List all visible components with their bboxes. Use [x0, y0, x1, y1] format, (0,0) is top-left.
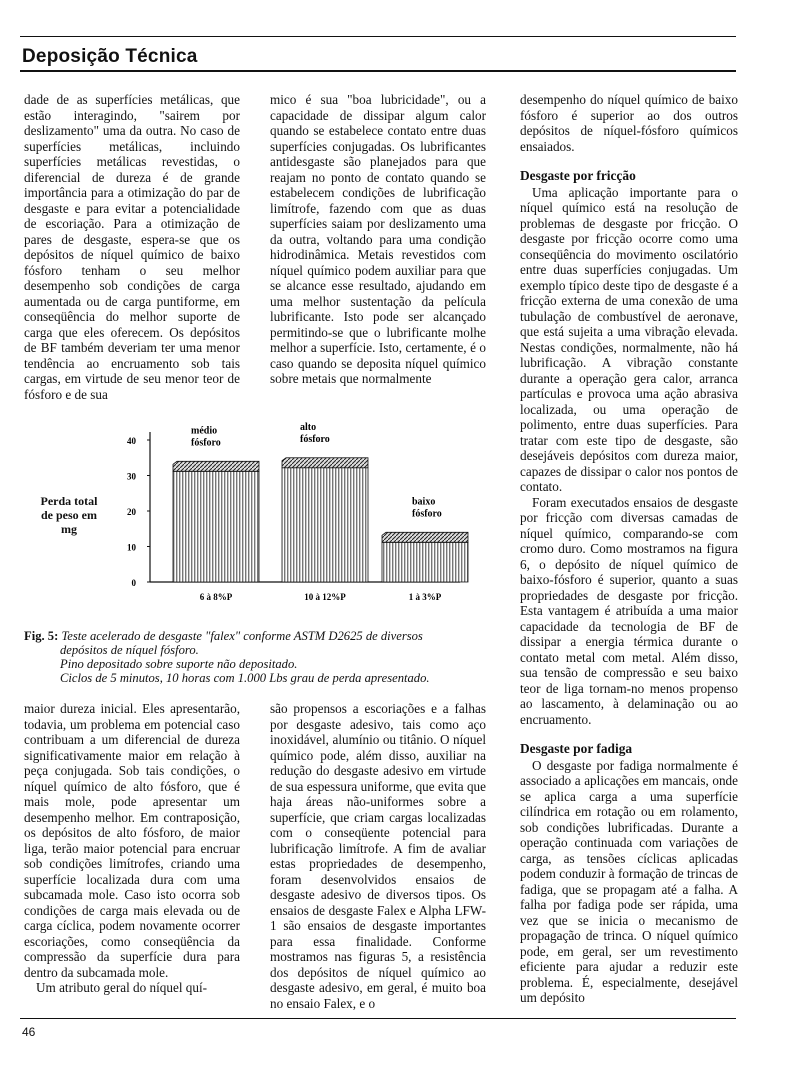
y-tick-label: 30 — [127, 471, 136, 482]
paragraph: são propensos a escoriações e a falhas por desgaste adesivo, tais como aço inoxidável, alumínio ou titânio. O níquel químico pode, além disso, auxiliar na redução do desgaste adesivo em virtude de sua espessura uniforme, que evita que haja áreas não-uniformes sobre a superfície, que criam cargas localizadas com o conseqüente potencial para lubrificação limítrofe. A fim de avaliar estas propriedades de desempenho, foram desenvolvidos ensaios de desgaste adesivo de diversos tipos. Os ensaios de desgaste Falex e Alpha LFW-1 são ensaios de desgaste importantes para essa finalidade. Conforme mostramos nas figuras 5, a resistência dos depósitos de níquel químico ao desgaste adesivo, em geral, é muito boa no ensaio Falex, e o — [270, 701, 486, 1011]
subheading: Desgaste por fadiga — [520, 741, 633, 756]
paragraph: Foram executados ensaios de desgaste por fricção com diversas camadas de níquel químico, comparando-se com cromo duro. Como mostramos na figura 6, o depósito de níquel químico de baixo-fósforo é superior, quanto a suas propriedades de desgaste por fricção. Esta vantagem é atribuída a uma maior capacidade da tecnologia de BF de dissipar a energia térmica durante o contato metal com metal. Além disso, sua tensão de compressão e seu baixo teor de liga tornam-no menos propenso ao lascamento, à delaminação ou ao encruamento. — [520, 494, 738, 727]
column-3 — [520, 92, 738, 1006]
caption-line: Teste acelerado de desgaste "falex" conforme ASTM D2625 de diversos — [61, 629, 423, 643]
top-rule — [20, 36, 736, 37]
column-2-bottom — [270, 701, 486, 1011]
section-title: Deposição Técnica — [22, 46, 198, 67]
y-tick-label: 20 — [127, 507, 136, 517]
x-tick-label: 10 à 12%P — [304, 592, 346, 602]
caption-line: depósitos de níquel fósforo. — [60, 643, 199, 657]
paragraph: Um atributo geral do níquel quí- — [36, 980, 208, 995]
paragraph: maior dureza inicial. Eles apresentarão, todavia, um problema em potencial caso contribuam a um diferencial de dureza significativamente maior em relação à peça conjugada. Sob tais condições, o níquel químico de alto fósforo, que é mais mole, pode apresentar um desempenho melhor. Em contraposição, os depósitos de alto fósforo, de maior liga, terão maior potencial para encruar sob condições limítrofes, criando uma superfície localizada dura com uma subcamada mole. Caso isto ocorra sob condições de carga mais elevada ou de carga cíclica, podem novamente ocorrer escoriações, como conseqüência da compressão da superfície dura para dentro da subcamada mole. — [24, 701, 240, 980]
y-tick-label: 10 — [127, 542, 136, 553]
bar-cap — [382, 532, 468, 542]
column-1-bottom — [24, 701, 240, 996]
page-number: 46 — [22, 1025, 36, 1039]
bar-cap — [282, 458, 368, 468]
paragraph: O desgaste por fadiga normalmente é associado a aplicações em mancais, onde se aplica carga a uma superfície cilíndrica em rotação ou em rolamento, sob condições lubrificadas. Durante a operação continuada com variações de carga, as tensões cíclicas aplicadas podem conduzir à formação de trincas de fadiga, que se propagam até a falha. A falha por fadiga pode ser rápida, uma vez que se inicia o mecanismo de propagação de trinca. O níquel químico pode, em geral, ser um revestimento eficiente para ajudar a reduzir este problema. É, especialmente, desejável um depósito — [520, 757, 738, 1005]
paragraph: desempenho do níquel químico de baixo fósforo é superior ao dos outros depósitos de níquel-fósforo químicos ensaiados. — [520, 92, 738, 154]
bar-label: fósforo — [191, 437, 221, 449]
column-2-top — [270, 92, 486, 387]
y-tick-label: 40 — [127, 436, 136, 446]
x-tick-label: 1 à 3%P — [408, 592, 442, 602]
bar-cap — [173, 461, 259, 471]
bar — [173, 471, 259, 582]
bar-label: baixo — [412, 496, 436, 508]
paragraph: mico é sua "boa lubricidade", ou a capacidade de dissipar algum calor quando se estabelece contato entre duas superfícies conjugadas. Os lubrificantes antidesgaste são planejados para que reajam no ponto de contato quando se estabelecem condições de lubrificação limítrofe, fazendo com que as duas superfícies saiam por deslizamento uma da outra, voltando para uma condição hidrodinâmica. Metais revestidos com níquel químico podem auxiliar para que se alcance esse resultado, ajudando em uma melhor sustentação da película lubrificante. Isto pode ser alcançado permitindo-se que o lubrificante molhe melhor a superfície. Isto, certamente, é o caso quando se deposita níquel químico sobre metais que normalmente — [270, 92, 486, 386]
y-axis-label: Perda total de peso em mg — [40, 494, 98, 536]
bar-label: alto — [300, 421, 317, 433]
y-tick-label: 0 — [131, 578, 136, 588]
bar-label: fósforo — [300, 433, 330, 445]
header-rule — [20, 70, 736, 72]
footer-rule — [20, 1018, 736, 1019]
paragraph: Uma aplicação importante para o níquel químico está na resolução de problemas de desgaste por fricção. O desgaste por fricção ocorre como uma conseqüência do movimento oscilatório entre duas superfícies conjugadas. Um exemplo típico deste tipo de desgaste é a fricção externa de uma conexão de uma tubulação de combustível de aeronave, que está sujeita a uma vibração elevada. Nestas condições, normalmente, não há lubrificação. A vibração constante durante a operação gera calor, arranca partículas e provoca uma ação abrasiva localizada, ou uma operação de polimento, entre duas superfícies. Para tratar com este tipo de desgaste, são desejáveis depósitos com dureza maior, capazes de dissipar o calor nos pontos de contato. — [520, 184, 738, 494]
bar — [382, 542, 468, 582]
figure-caption — [24, 629, 494, 685]
bar — [282, 468, 368, 582]
paragraph: dade de as superfícies metálicas, que estão interagindo, "sairem por deslizamento" uma da outra. No caso de superfícies metálicas, incluindo superfícies metálicas revestidas, o diferencial de dureza é de grande importância para a otimização do par de desgaste e para evitar a potencialidade de escoriação. Para a otimização de pares de desgaste, espera-se que os depósitos de níquel químico de baixo fósforo tenham o seu melhor desempenho sob condições de carga aumentada ou de carga puntiforme, em conseqüência do melhor suporte de carga que eles oferecem. Os depósitos de BF também deveriam ter uma menor tendência ao encruamento sob tais cargas, em virtude de seu menor teor de fósforo e de sua — [24, 92, 240, 402]
column-1-top — [24, 92, 240, 402]
caption-lead: Fig. 5: — [24, 629, 59, 643]
x-tick-label: 6 à 8%P — [199, 592, 233, 602]
bar-label: médio — [191, 425, 218, 437]
caption-line: Ciclos de 5 minutos, 10 horas com 1.000 Lbs grau de perda apresentado. — [60, 671, 430, 685]
subheading: Desgaste por fricção — [520, 168, 636, 183]
caption-line: Pino depositado sobre suporte não depositado. — [60, 657, 298, 671]
bar-label: fósforo — [412, 508, 442, 520]
